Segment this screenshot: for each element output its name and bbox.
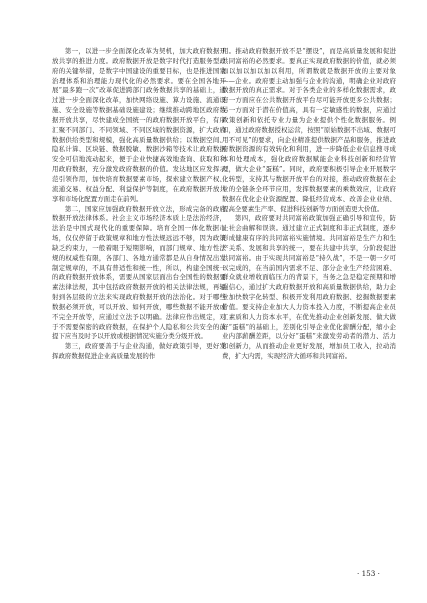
paragraph-point-three-start: 第三，政府要善于与企业沟通，做好政策引导，更好发挥政府数据促进企业高质量发展的作 — [52, 342, 226, 361]
paragraph-point-one: 第一，以进一步全面深化改革为契机，加大政府数据开放共享的推进力度。政府数据开放是数字时代打造服务型政府的关键举措，是数字中国建设的重要目标，也是推进国家治理体系和治理能力现代化的必然要求。要在全国各地开展“最多跑一次”改革促进跨部门政务数据共享的基础上，通过进一步全面深化改革，加快网络设施、算力设施、流通设施、安全设施等数据基础设施建设；继续推动跨地区政府数据开放共享，尽快建成全国统一的政府数据开放平台，有序汇聚不同部门、不同领域、不同区域的数据资源，扩大政府数据供给类型和规模，强化高质量数据供给；以数据空间、隐私计算、区块链、数据脱敏、数据沙箱等技术让政府数据安全可信地流动起来，便于企业快捷高效地查询、获取和利用政府数据，充分激发政府数据的价值。发达地区应发挥示范引领作用，加快培育数据要素市场，探索建立数据产权、流通交易、权益分配、利益保护等制度，在政府数据开放共享和市场化配置方面走在前列。 — [52, 47, 226, 203]
right-text-column — [222, 47, 396, 552]
left-text-column — [52, 47, 226, 552]
page-number: · 153 · — [357, 569, 380, 578]
paragraph-point-four: 第四，政府要对共同富裕政策加强正确引导和宣传，防止社会曲解和误读。通过建立正式制度和非正式制度，逐步形成健康有序的共同富裕实施情境。共同富裕是生产力和生产关系、发展和共享的统一，要在共建中共享，分阶段促进共同富裕。由于实现共同富裕是“持久战”，不是一朝一夕可以完成的，在当前国内需求不足、部分企业生产经营困难、群众就业增收面临压力的背景下，当务之急是稳定预期和增强信心，通过扩大政府数据开放和高质量数据供给，助力企业加快数字化转型、积极开发利用政府数据、挖掘数据要素价值。要支持企业加大人力资本投入力度，不断提高企业员工素质和人力资本水平，在优先推动企业创新发展、做大做好“蛋糕”的基础上，差别化引导企业优化薪酬分配，缩小企业内部薪酬差距，以分好“蛋糕”来激发劳动者的潜力、活力和创新力，从而推动企业更好发展，增加员工收入，拉动消费，扩大内需，实现经济大循环和共同富裕。 — [222, 214, 396, 361]
paragraph-point-two: 第二，国家应加强政府数据开放立法，形成完备的政府数据开放法律体系。社会主义市场经济本质上是法治经济，法治是中国式现代化的重要保障。培育全国一体化数据市场，仅仅停留于政策规章和地方性法规远远不够，因为政策缺乏约束力，一般着眼于短期影响，而部门规章、地方性法规的权威性有限，各部门、各地方通常都是从自身情况出发制定规章的，不具有普适性和统一性，所以，构建全国统一的政府数据开放体系，需要从国家层面出台全国性的数据要素法律法规，其中包括政府数据开放的相关法律法规，再辐射到各层级的立法来实现政府数据开放的法治化。对于哪些数据必须开放，可以开放、如何开放，哪些数据不能开放或不完全开放等，应通过立法予以明确。法律应作出规定，对于不需要保密的政府数据，在保护个人隐私和公共安全的前提下应当及时予以开放或根据情况实施分类分级开放。 — [52, 204, 226, 341]
paragraph-point-three-continued: 用。推动政府数据开放不是“摆设”，而是高质量发展和促进共同富裕的必然要求。要真正实现政府数据的价值，就必须加以加以加以加以利用，所谓数就是数据开放的主要对象——企业。政府要主动加强与企业的沟通，明确企业对政府数据开放的真正需求。对于各类企业的多样化数据需求，政府一方面应在公共数据开放平台尽可能开放更多公共数据；另一方面对于潜在价值高，具有一定敏感性的数据，应通过政策创新和依托专业力量为企业提供个性化数据服务。例如，通过政府数据授权运营，按照“原始数据不出域、数据可用不可见”的要求，向企业精准提供数据产品和服务，推进政府数据资源的有效转化和利用，进一步降低企业信息搜寻成本和处理成本，强化政府数据赋能企业科技创新和经营管理，做大企业“蛋糕”。同时，政府要积极引导企业开展数字化转型，支持其与数据开放平台的对接，推动政府数据在企业的全链条全环节应用，发挥数据要素的乘数效应，让政府数据在优化企业资源配置、降低经营成本、改善企业业绩、提高全要素生产率、促进科技创新等方面创造更大价值。 — [222, 47, 396, 213]
